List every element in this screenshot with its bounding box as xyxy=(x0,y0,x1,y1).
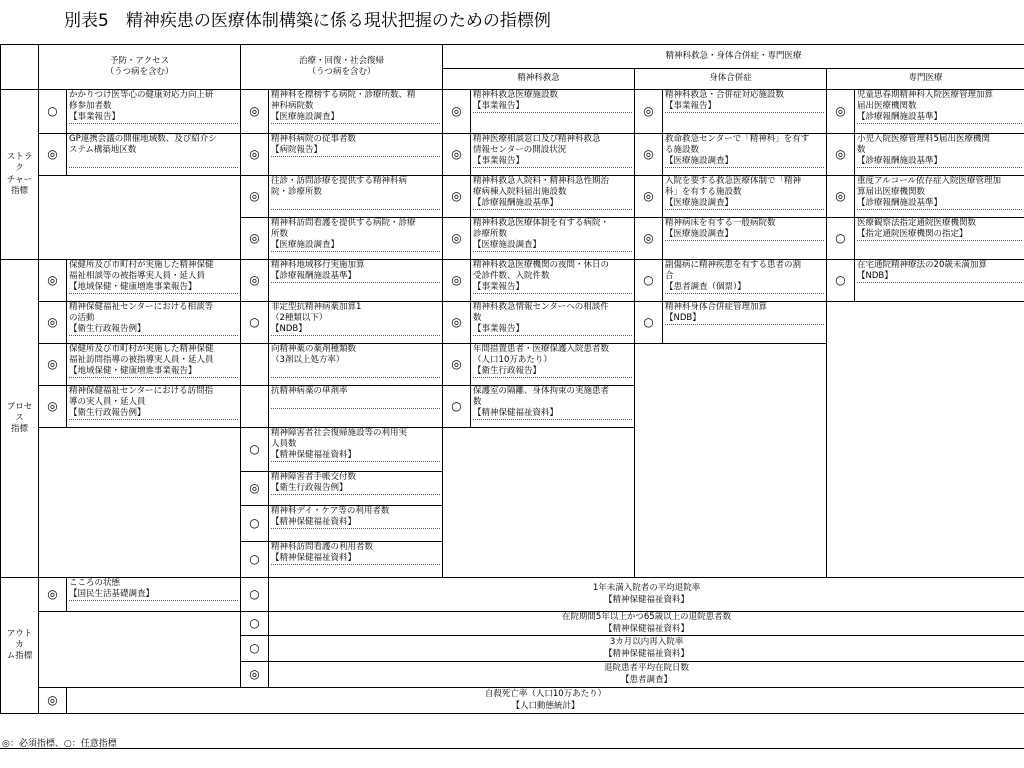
indicator-text: 精神科救急医療体制を有する病院・ xyxy=(473,218,610,228)
indicator-cell xyxy=(663,134,827,176)
indicator-source: 【衛生行政報告例】 xyxy=(69,408,238,420)
indicator-source: 【診療報酬施設基準】 xyxy=(473,198,632,210)
indicator-source: 【地域保健・健康増進事業報告】 xyxy=(69,282,238,294)
indicator-mark: ○ xyxy=(241,578,269,612)
indicator-cell xyxy=(269,302,443,344)
indicator-source: 【国民生活基礎調査】 xyxy=(69,589,238,601)
indicator-cell xyxy=(67,90,241,134)
section-structure: ストラク チャー 指標 xyxy=(1,90,39,260)
indicator-mark: ◎ xyxy=(241,260,269,302)
indicator-text: 向精神薬の薬剤種類数 xyxy=(271,344,357,354)
indicator-text: 院・診療所数 xyxy=(271,187,323,198)
indicator-source: 【病院報告】 xyxy=(271,145,440,157)
indicator-source: 【NDB】 xyxy=(271,324,440,336)
indicator-mark: ○ xyxy=(39,90,67,134)
header-emergency-group: 精神科救急・身体合併症・専門医療 xyxy=(443,45,1024,69)
indicator-cell xyxy=(269,428,443,472)
indicator-mark: ○ xyxy=(241,612,269,636)
empty-cell xyxy=(39,176,241,260)
empty-cell xyxy=(827,302,1024,578)
indicator-text: 精神科訪問看護を提供する病院・診療 xyxy=(271,218,416,228)
indicator-text: 診療所数 xyxy=(473,229,508,240)
header-prevention: 予防・アクセス （うつ病を含む） xyxy=(39,45,241,90)
indicator-source: 【事業報告】 xyxy=(473,324,632,336)
indicator-cell xyxy=(269,260,443,302)
indicator-cell xyxy=(471,344,635,386)
indicator-text: こころの状態 xyxy=(69,578,121,588)
indicator-cell xyxy=(67,302,241,344)
indicator-text: 療病棟入院料届出施設数 xyxy=(473,187,567,198)
indicator-mark: ◎ xyxy=(827,134,855,176)
empty-cell xyxy=(39,612,241,688)
indicator-text: 保護室の隔離、身体拘束の実施患者 xyxy=(473,386,610,396)
indicator-text: 人員数 xyxy=(271,439,297,450)
indicator-text: （人口10万あたり） xyxy=(473,355,552,366)
indicator-source: 【事業報告】 xyxy=(473,156,632,168)
indicator-text: 受診件数、入院件数 xyxy=(473,271,550,282)
indicator-mark: ◎ xyxy=(241,662,269,688)
indicator-source: 【精神保健福祉資料】 xyxy=(271,517,440,529)
indicator-mark: ◎ xyxy=(39,302,67,344)
indicator-text: 精神科救急医療施設数 xyxy=(473,90,559,100)
header-treatment: 治療・回復・社会復帰 （うつ病を含む） xyxy=(241,45,443,90)
indicator-source: 【医療施設調査】 xyxy=(665,198,824,210)
indicator-source: 【指定通院医療機関の指定】 xyxy=(857,229,1022,241)
indicator-mark: ◎ xyxy=(39,134,67,176)
indicator-cell xyxy=(663,90,827,134)
indicator-mark: ◎ xyxy=(39,344,67,386)
indicator-text: 精神科救急医療機関の夜間・休日の xyxy=(473,260,610,270)
section-outcome: アウトカ ム指標 xyxy=(1,578,39,714)
indicator-mark: ○ xyxy=(635,302,663,344)
indicator-text: 精神科訪問看護の利用者数 xyxy=(271,542,374,552)
indicator-text: 精神医療相談窓口及び精神科救急 xyxy=(473,134,601,144)
indicator-text: 保健所及び市町村が実施した精神保健 xyxy=(69,260,214,270)
indicator-text: （2種類以下） xyxy=(271,313,328,324)
indicator-mark: ◎ xyxy=(39,386,67,428)
indicator-text: かかりつけ医等心の健康対応力向上研 xyxy=(69,90,214,100)
indicator-mark xyxy=(241,344,269,386)
indicator-text: 抗精神病薬の単剤率 xyxy=(271,386,348,396)
outcome-cell: 3カ月以内再入院率 【精神保健福祉資料】 xyxy=(269,636,1024,662)
indicator-text: 精神科地域移行実施加算 xyxy=(271,260,365,270)
header-emergency: 精神科救急 xyxy=(443,69,635,90)
indicator-cell xyxy=(67,386,241,428)
indicator-text: 精神科デイ・ケア等の利用者数 xyxy=(271,506,390,516)
empty-cell xyxy=(443,428,635,578)
indicator-source: 【衛生行政報告例】 xyxy=(271,483,440,495)
indicator-text: 救命救急センターで「精神科」を有す xyxy=(665,134,810,144)
indicator-cell xyxy=(855,134,1024,176)
indicator-text: 福祉訪問指導の被指導実人員・延人員 xyxy=(69,355,214,366)
indicator-source xyxy=(271,366,440,378)
indicator-mark: ◎ xyxy=(241,472,269,506)
indicator-text: 数 xyxy=(473,313,482,324)
indicator-mark: ○ xyxy=(827,218,855,260)
indicator-cell xyxy=(471,176,635,218)
indicator-cell xyxy=(269,472,443,506)
indicator-source: 【衛生行政報告】 xyxy=(473,366,632,378)
indicator-cell xyxy=(471,90,635,134)
indicator-source: 【精神保健福祉資料】 xyxy=(271,553,440,565)
indicator-source: 【NDB】 xyxy=(665,313,824,325)
indicator-source xyxy=(69,156,238,168)
indicator-text: 福祉相談等の被指導実人員・延人員 xyxy=(69,271,206,282)
indicator-cell xyxy=(471,218,635,260)
indicator-mark: ◎ xyxy=(827,176,855,218)
indicator-text: 科」を有する施設数 xyxy=(665,187,742,198)
indicator-source: 【医療施設調査】 xyxy=(271,112,440,124)
indicator-source: 【精神保健福祉資料】 xyxy=(271,450,440,462)
indicator-source: 【患者調査（個票）】 xyxy=(665,282,824,294)
indicator-text: （3剤以上処方率） xyxy=(271,355,345,366)
indicator-cell xyxy=(269,134,443,176)
indicator-source: 【診療報酬施設基準】 xyxy=(857,112,1022,124)
indicator-cell xyxy=(855,176,1024,218)
indicator-cell xyxy=(663,176,827,218)
header-comorbidity: 身体合併症 xyxy=(635,69,827,90)
indicator-mark: ◎ xyxy=(241,176,269,218)
indicator-text: る施設数 xyxy=(665,145,700,156)
indicator-text: 保健所及び市町村が実施した精神保健 xyxy=(69,344,214,354)
indicator-text: 在宅通院精神療法の20歳未満加算 xyxy=(857,260,987,270)
indicator-text: 精神科身体合併症管理加算 xyxy=(665,302,768,312)
indicator-text: 児童思春期精神科入院医療管理加算 xyxy=(857,90,994,100)
bottom-rule xyxy=(0,748,1024,749)
indicator-cell xyxy=(269,176,443,218)
indicator-mark: ◎ xyxy=(443,90,471,134)
indicator-source: 【事業報告】 xyxy=(473,282,632,294)
indicator-cell xyxy=(67,344,241,386)
corner-cell xyxy=(1,45,39,90)
indicator-mark: ◎ xyxy=(39,260,67,302)
indicator-text: 入院を要する救急医療体制で「精神 xyxy=(665,176,802,186)
indicator-mark: ◎ xyxy=(443,134,471,176)
indicator-source: 【医療施設調査】 xyxy=(665,156,824,168)
indicator-cell xyxy=(471,134,635,176)
indicator-mark: ○ xyxy=(241,506,269,542)
indicator-mark: ◎ xyxy=(635,90,663,134)
indicator-mark: ○ xyxy=(241,542,269,578)
indicator-text: 医療観察法指定通院医療機関数 xyxy=(857,218,977,228)
indicator-source xyxy=(271,198,440,210)
header-specialized: 専門医療 xyxy=(827,69,1024,90)
outcome-cell: 在院期間5年以上かつ65歳以上の退院患者数 【精神保健福祉資料】 xyxy=(269,612,1024,636)
indicator-text: GP連携会議の開催地域数、及び紹介シ xyxy=(69,134,217,144)
indicator-mark: ○ xyxy=(241,636,269,662)
indicator-text: 精神保健福祉センターにおける相談等 xyxy=(69,302,214,312)
indicator-text: 副傷病に精神疾患を有する患者の割 xyxy=(665,260,802,270)
indicator-cell xyxy=(663,302,827,344)
indicator-cell xyxy=(471,386,635,428)
indicator-cell xyxy=(471,302,635,344)
indicator-text: 精神障害者手帳交付数 xyxy=(271,472,357,482)
indicator-text: の活動 xyxy=(69,313,95,324)
indicator-mark: ◎ xyxy=(443,260,471,302)
indicator-text: 精神科救急情報センターへの相談件 xyxy=(473,302,609,312)
indicator-mark xyxy=(241,386,269,428)
indicator-text: 数 xyxy=(857,145,866,156)
indicator-mark: ◎ xyxy=(39,578,67,612)
indicator-cell xyxy=(663,260,827,302)
indicator-cell xyxy=(471,260,635,302)
indicator-cell xyxy=(663,218,827,260)
indicator-mark: ◎ xyxy=(241,90,269,134)
indicator-mark: ○ xyxy=(241,302,269,344)
indicator-source: 【医療施設調査】 xyxy=(271,240,440,252)
indicator-mark: ◎ xyxy=(443,176,471,218)
indicator-source: 【事業報告】 xyxy=(665,101,824,113)
indicator-text: 情報センターの開設状況 xyxy=(473,145,567,156)
indicator-mark: ○ xyxy=(443,386,471,428)
indicator-cell xyxy=(269,386,443,428)
indicator-text: 合 xyxy=(665,271,674,282)
indicator-source: 【事業報告】 xyxy=(69,112,238,124)
indicator-text: 届出医療機関数 xyxy=(857,101,917,112)
indicator-source: 【医療施設調査】 xyxy=(665,229,824,241)
document-title: 別表5 精神疾患の医療体制構築に係る現状把握のための指標例 xyxy=(64,11,551,31)
empty-cell xyxy=(635,344,827,578)
indicator-cell xyxy=(67,134,241,176)
indicator-text: 精神科を標榜する病院・診療所数、精 xyxy=(271,90,416,100)
indicator-mark: ○ xyxy=(635,260,663,302)
indicator-text: 神科病院数 xyxy=(271,101,314,112)
indicator-cell xyxy=(269,218,443,260)
indicator-text: 精神科救急・合併症対応施設数 xyxy=(665,90,785,100)
indicator-text: 修参加者数 xyxy=(69,101,112,112)
indicator-mark: ◎ xyxy=(443,344,471,386)
indicator-mark: ○ xyxy=(827,260,855,302)
outcome-cell: 1年未満入院者の平均退院率 【精神保健福祉資料】 xyxy=(269,578,1024,612)
indicator-mark: ◎ xyxy=(443,218,471,260)
indicator-cell xyxy=(269,506,443,542)
indicator-mark: ◎ xyxy=(827,90,855,134)
indicator-source: 【診療報酬施設基準】 xyxy=(271,271,440,283)
indicator-text: 小児入院医療管理料5届出医療機関 xyxy=(857,134,990,144)
indicator-text: 精神障害者社会復帰施設等の利用実 xyxy=(271,428,408,438)
legend: ◎：必須指標、○：任意指標 xyxy=(2,739,117,749)
indicator-source: 【事業報告】 xyxy=(473,101,632,113)
indicator-text: 算届出医療機関数 xyxy=(857,187,926,198)
section-process: プロセス 指標 xyxy=(1,260,39,578)
indicator-text: 往診・訪問診療を提供する精神科病 xyxy=(271,176,408,186)
indicator-cell xyxy=(855,260,1024,302)
indicator-source: 【精神保健福祉資料】 xyxy=(473,408,632,420)
indicator-text: 精神科救急入院料・精神科急性期治 xyxy=(473,176,610,186)
indicator-cell xyxy=(855,218,1024,260)
indicator-source: 【診療報酬施設基準】 xyxy=(857,156,1022,168)
indicator-text: 年間措置患者・医療保護入院患者数 xyxy=(473,344,610,354)
indicator-text: 精神科病院の従事者数 xyxy=(271,134,357,144)
indicator-cell xyxy=(269,542,443,578)
indicator-source: 【医療施設調査】 xyxy=(473,240,632,252)
indicator-text: 導の実人員・延人員 xyxy=(69,397,146,408)
indicator-mark: ◎ xyxy=(635,134,663,176)
indicator-source: 【衛生行政報告例】 xyxy=(69,324,238,336)
indicator-cell xyxy=(67,578,241,612)
indicator-cell xyxy=(67,260,241,302)
indicator-text: 所数 xyxy=(271,229,289,240)
empty-cell xyxy=(39,428,241,578)
indicator-source: 【診療報酬施設基準】 xyxy=(857,198,1022,210)
indicator-table xyxy=(0,44,1024,714)
indicator-mark: ◎ xyxy=(241,218,269,260)
indicator-mark: ◎ xyxy=(443,302,471,344)
indicator-cell xyxy=(855,90,1024,134)
indicator-text: 精神保健福祉センターにおける訪問指 xyxy=(69,386,214,396)
outcome-cell: 退院患者平均在院日数 【患者調査】 xyxy=(269,662,1024,688)
indicator-mark: ◎ xyxy=(635,218,663,260)
indicator-text: ステム構築地区数 xyxy=(69,145,137,156)
indicator-source xyxy=(271,397,440,409)
indicator-source: 【地域保健・健康増進事業報告】 xyxy=(69,366,238,378)
indicator-cell xyxy=(269,344,443,386)
indicator-cell xyxy=(269,90,443,134)
indicator-mark: ◎ xyxy=(39,688,67,714)
indicator-text: 数 xyxy=(473,397,482,408)
indicator-mark: ◎ xyxy=(635,176,663,218)
indicator-text: 精神病床を有する一般病院数 xyxy=(665,218,776,228)
indicator-text: 重度アルコール依存症入院医療管理加 xyxy=(857,176,1002,186)
indicator-mark: ◎ xyxy=(241,134,269,176)
indicator-source: 【NDB】 xyxy=(857,271,1022,283)
indicator-text: 非定型抗精神病薬加算1 xyxy=(271,302,362,312)
indicator-mark: ○ xyxy=(241,428,269,472)
outcome-cell: 自殺死亡率（人口10万あたり） 【人口動態統計】 xyxy=(67,688,1024,714)
